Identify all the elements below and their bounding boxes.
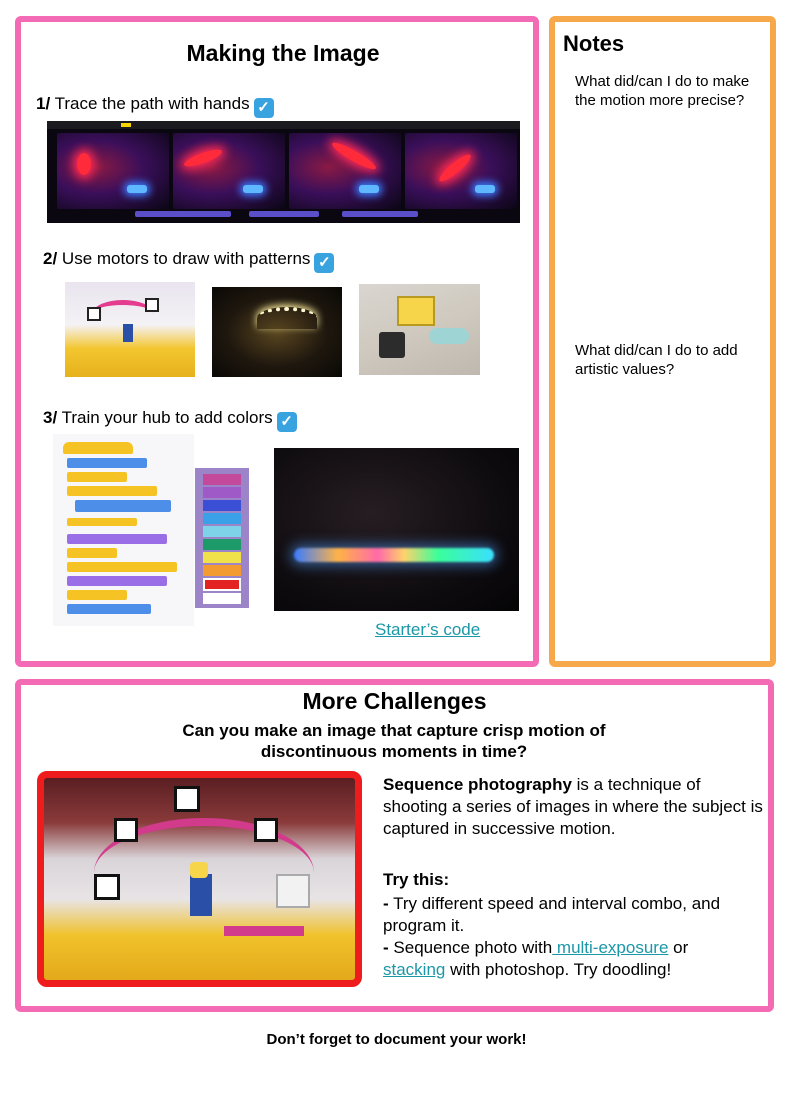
teal-wheel [429,328,469,344]
timeline-bar [342,211,418,217]
step-3-text: Train your hub to add colors [57,408,273,427]
marker-card [94,874,120,900]
step-3 [43,408,297,432]
step-2-number: 2/ [43,249,58,268]
footer-reminder: Don’t forget to document your work! [266,1031,527,1048]
tip-sequence-photo [383,937,763,981]
stacking-link[interactable]: stacking [383,960,446,979]
step-1 [36,94,274,118]
starter-code-link[interactable]: Starter’s code [375,620,481,639]
code-block [67,548,117,558]
code-block [67,486,157,496]
motor-build-photo [65,282,195,377]
light-trail [294,548,494,562]
color-swatch [203,474,241,485]
step-1-text: Trace the path with hands [50,94,250,113]
code-block [63,442,133,454]
trace-frame-4 [405,133,517,209]
color-swatch [203,500,241,511]
challenges-title: More Challenges [302,688,487,714]
making-title: Making the Image [186,40,380,66]
trace-frame-2 [173,133,285,209]
motor [276,874,310,908]
code-block [67,458,147,468]
sequence-definition: is a technique of shooting a series of images in where the subject is captured in successive motion. [383,775,763,838]
notes-question-artistic: What did/can I do to add artistic values? [575,342,738,378]
trace-frame-3 [289,133,401,209]
code-block [67,518,137,526]
sequence-photo [37,771,362,987]
code-block [67,604,151,614]
color-swatch [203,565,241,576]
timeline-bar [135,211,231,217]
tip-dash: - [383,894,389,913]
multi-exposure-link[interactable]: multi-exposure [552,938,669,957]
code-block [67,562,177,572]
minifigure [190,874,212,916]
step-3-number: 3/ [43,408,58,427]
timeline-bar [249,211,319,217]
light-arc [257,307,317,329]
marker [87,307,101,321]
minifigure-head [190,862,208,878]
color-swatch [203,593,241,604]
color-swatch-selected [203,578,241,591]
tip-photoshop-text: with photoshop. Try doodling! [445,960,672,979]
tip-speed-text: Try different speed and interval combo, and program it. [383,894,721,935]
pink-arm [93,300,153,326]
code-block [75,500,171,512]
marker-card [254,818,278,842]
code-block [67,576,167,586]
camera [379,332,405,358]
trace-frame-1 [57,133,169,209]
sequence-term: Sequence photography [383,775,572,794]
hand-trace-screenshot-strip [47,121,520,223]
color-swatch [203,526,241,537]
challenges-question: Can you make an image that capture crisp motion of discontinuous moments in time? [182,721,606,761]
marker-card [174,786,200,812]
step-2-text: Use motors to draw with patterns [57,249,311,268]
code-block [67,534,167,544]
step-2 [43,249,334,273]
code-block [67,472,127,482]
color-swatch [203,539,241,550]
notes-title: Notes [563,31,625,56]
marker-card [114,818,138,842]
toolbar-tab-icon [121,123,131,127]
yellow-hub [397,296,435,326]
tip-or-text: or [668,938,689,957]
check-mark-icon: ✓ [314,253,334,273]
step-1-number: 1/ [36,94,51,113]
tip-dash: - [383,938,389,957]
code-block [67,590,127,600]
tip-speed-interval [383,893,763,937]
try-this-heading: Try this: [383,870,450,889]
pink-beam [224,926,304,936]
marker [145,298,159,312]
check-mark-icon: ✓ [277,412,297,432]
notes-question-precise: What did/can I do to make the motion more precise? [575,73,750,109]
minifigure [123,324,133,342]
color-swatch [203,513,241,524]
tip-sequence-text: Sequence photo with [388,938,553,957]
sequence-description [383,774,763,840]
color-swatch [203,487,241,498]
code-blocks-screenshot [53,434,194,626]
toolbar-bar [47,121,520,129]
colored-light-trail-photo [274,448,519,611]
color-palette [195,468,249,608]
color-swatch [203,552,241,563]
gopro-setup-photo [359,284,480,375]
check-mark-icon: ✓ [254,98,274,118]
light-pattern-photo [212,287,342,377]
